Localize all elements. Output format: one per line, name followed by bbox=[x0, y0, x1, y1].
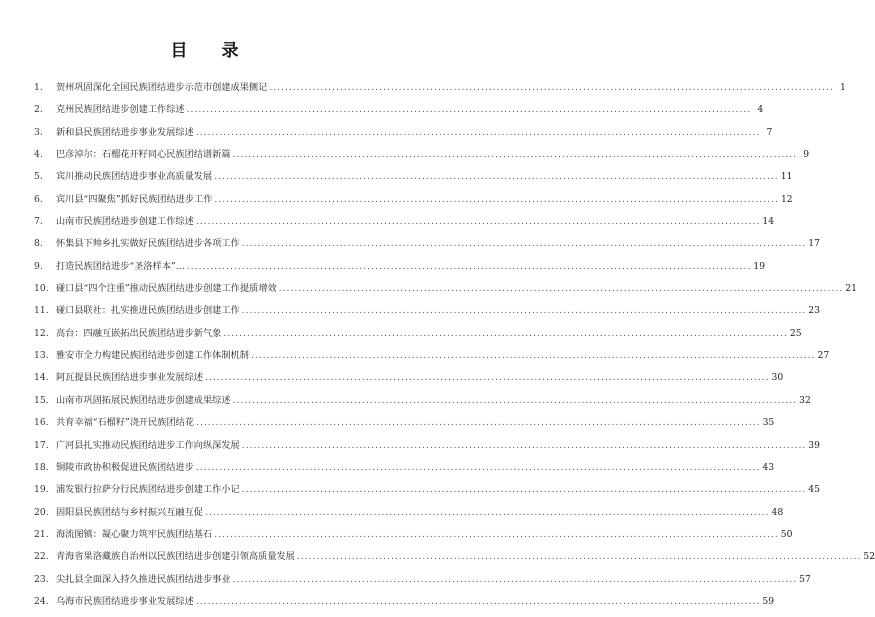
toc-entry-title: 乌海市民族团结进步事业发展综述 bbox=[56, 595, 194, 607]
toc-entry[interactable] bbox=[34, 595, 775, 617]
toc-dot-leader bbox=[269, 81, 834, 95]
toc-entry-title: 山南市民族团结进步创建工作综述 bbox=[56, 216, 194, 228]
toc-dot-leader bbox=[196, 215, 761, 229]
toc-entry-number: 24. bbox=[34, 595, 49, 607]
toc-entry-page-number: 39 bbox=[808, 439, 820, 451]
toc-title: 目 录 bbox=[170, 41, 253, 61]
toc-entry-title: 打造民族团结进步“圣洛样本”… bbox=[56, 260, 185, 272]
toc-entry-number: 8. bbox=[34, 238, 43, 250]
toc-entry-page-number: 4 bbox=[757, 104, 764, 116]
toc-entry-number: 1. bbox=[34, 82, 43, 93]
toc-entry-page-number: 19 bbox=[753, 260, 766, 272]
toc-entry-title: 青海省果洛藏族自治州以民族团结进步创建引领高质量发展 bbox=[56, 551, 295, 563]
toc-entry-number: 17. bbox=[34, 439, 49, 451]
toc-entry[interactable] bbox=[34, 215, 775, 237]
toc-entry-page-number: 14 bbox=[762, 216, 775, 228]
toc-entry-title: 铜陵市政协积极促进民族团结进步 bbox=[56, 461, 194, 473]
toc-dot-leader bbox=[279, 282, 844, 296]
toc-dot-leader bbox=[242, 483, 807, 497]
toc-entry-page-number: 11 bbox=[780, 171, 793, 183]
toc-dot-leader bbox=[233, 573, 798, 587]
toc-entry[interactable] bbox=[34, 371, 784, 393]
toc-entry-page-number: 27 bbox=[817, 350, 830, 362]
toc-entry[interactable] bbox=[34, 528, 793, 550]
toc-entry[interactable] bbox=[34, 573, 811, 595]
toc-entry-number: 13. bbox=[34, 350, 49, 362]
toc-entry[interactable] bbox=[34, 416, 775, 438]
toc-dot-leader bbox=[205, 371, 770, 385]
table-of-contents bbox=[34, 81, 875, 617]
toc-dot-leader bbox=[187, 103, 752, 117]
toc-entry-page-number: 23 bbox=[808, 305, 820, 317]
toc-entry-number: 6. bbox=[34, 193, 43, 205]
toc-dot-leader bbox=[297, 550, 862, 564]
toc-entry-number: 14. bbox=[34, 372, 49, 384]
toc-entry-title: 克州民族团结进步创建工作综述 bbox=[56, 104, 185, 116]
toc-entry-page-number: 30 bbox=[771, 372, 784, 384]
toc-entry-page-number: 50 bbox=[780, 528, 793, 540]
toc-dot-leader bbox=[214, 193, 779, 207]
toc-dot-leader bbox=[223, 327, 788, 341]
toc-entry-title: 宾川推动民族团结进步事业高质量发展 bbox=[56, 171, 213, 183]
toc-dot-leader bbox=[242, 304, 807, 318]
toc-entry-page-number: 9 bbox=[803, 149, 810, 161]
toc-entry-number: 21. bbox=[34, 528, 49, 540]
toc-dot-leader bbox=[251, 349, 816, 363]
toc-entry-number: 15. bbox=[34, 394, 49, 406]
toc-entry-title: 阿瓦提县民族团结进步事业发展综述 bbox=[56, 372, 203, 384]
toc-entry-title: 固阳县民族团结与乡村振兴互融互促 bbox=[56, 506, 203, 518]
toc-entry-page-number: 21 bbox=[845, 283, 857, 295]
toc-dot-leader bbox=[242, 439, 807, 453]
toc-dot-leader bbox=[214, 170, 779, 184]
toc-dot-leader bbox=[196, 416, 761, 430]
toc-entry-title: 山南市巩固拓展民族团结进步创建成果综述 bbox=[56, 394, 231, 406]
toc-entry[interactable] bbox=[34, 327, 802, 349]
toc-entry-title: 宾川县“四聚焦”抓好民族团结进步工作 bbox=[56, 193, 213, 205]
toc-entry[interactable] bbox=[34, 349, 830, 371]
toc-entry-page-number: 12 bbox=[780, 193, 793, 205]
toc-entry-page-number: 48 bbox=[771, 506, 784, 518]
toc-entry[interactable] bbox=[34, 237, 820, 259]
toc-entry-number: 18. bbox=[34, 461, 49, 473]
toc-dot-leader bbox=[242, 237, 807, 251]
toc-entry-title: 贺州巩固深化全国民族团结进步示范市创建成果侧记 bbox=[56, 82, 268, 93]
toc-entry-title: 碰口县联社：扎实推进民族团结进步创建工作 bbox=[56, 305, 240, 317]
toc-entry-title: 巴彦淖尔：石榴花开籽同心民族团结谱新篇 bbox=[56, 149, 231, 161]
toc-dot-leader bbox=[214, 528, 779, 542]
toc-entry-page-number: 57 bbox=[799, 573, 811, 585]
toc-entry-page-number: 25 bbox=[789, 327, 802, 339]
toc-entry-title: 广河县扎实推动民族团结进步工作向纵深发展 bbox=[56, 439, 240, 451]
toc-entry-number: 9. bbox=[34, 260, 43, 272]
toc-entry-title: 怀集县下帅乡扎实做好民族团结进步各项工作 bbox=[56, 238, 240, 250]
toc-entry-title: 高台：四融互嵌拓出民族团结进步新气象 bbox=[56, 327, 222, 339]
toc-entry-page-number: 1 bbox=[840, 82, 846, 93]
toc-entry[interactable] bbox=[34, 170, 793, 192]
toc-entry[interactable] bbox=[34, 193, 793, 215]
toc-entry[interactable] bbox=[34, 461, 775, 483]
toc-entry-page-number: 7 bbox=[766, 126, 773, 138]
toc-dot-leader bbox=[233, 394, 798, 408]
toc-entry-number: 2. bbox=[34, 104, 43, 116]
toc-entry-title: 浦发银行拉萨分行民族团结进步创建工作小记 bbox=[56, 484, 240, 496]
toc-dot-leader bbox=[196, 461, 761, 475]
toc-entry-page-number: 32 bbox=[799, 394, 811, 406]
toc-entry-page-number: 59 bbox=[762, 595, 775, 607]
toc-entry-page-number: 17 bbox=[808, 238, 820, 250]
toc-entry-number: 23. bbox=[34, 573, 49, 585]
toc-entry[interactable] bbox=[34, 126, 773, 148]
toc-entry-page-number: 52 bbox=[863, 551, 875, 563]
toc-entry-number: 4. bbox=[34, 149, 43, 161]
toc-entry-title: 雅安市全力构建民族团结进步创建工作体制机制 bbox=[56, 350, 249, 362]
toc-entry[interactable] bbox=[34, 304, 820, 326]
toc-entry-page-number: 35 bbox=[762, 417, 775, 429]
toc-entry[interactable] bbox=[34, 103, 764, 125]
toc-dot-leader bbox=[187, 260, 752, 274]
toc-entry-number: 7. bbox=[34, 216, 43, 228]
toc-entry-number: 16. bbox=[34, 417, 49, 429]
toc-entry[interactable] bbox=[34, 260, 766, 282]
toc-dot-leader bbox=[196, 595, 761, 609]
toc-entry-number: 22. bbox=[34, 551, 49, 563]
toc-entry-title: 海流图镇：凝心聚力筑牢民族团结基石 bbox=[56, 528, 213, 540]
toc-dot-leader bbox=[205, 506, 770, 520]
toc-entry-number: 10. bbox=[34, 283, 49, 295]
toc-entry-page-number: 45 bbox=[808, 484, 820, 496]
toc-entry[interactable] bbox=[34, 439, 820, 461]
toc-entry[interactable] bbox=[34, 148, 810, 170]
toc-entry-title: 尖扎县全面深入持久推进民族团结进步事业 bbox=[56, 573, 231, 585]
toc-dot-leader bbox=[233, 148, 798, 162]
toc-entry-page-number: 43 bbox=[762, 461, 775, 473]
toc-entry-number: 5. bbox=[34, 171, 43, 183]
toc-entry[interactable] bbox=[34, 550, 875, 572]
toc-entry-number: 19. bbox=[34, 484, 49, 496]
toc-entry[interactable] bbox=[34, 506, 784, 528]
toc-entry-title: 碰口县“四个注重”推动民族团结进步创建工作提质增效 bbox=[56, 283, 277, 295]
toc-entry-title: 共育幸福“石榴籽”浇开民族团结花 bbox=[56, 417, 195, 429]
toc-entry-number: 12. bbox=[34, 327, 49, 339]
toc-entry-number: 3. bbox=[34, 126, 43, 138]
toc-entry-number: 20. bbox=[34, 506, 49, 518]
toc-entry[interactable] bbox=[34, 81, 846, 103]
toc-dot-leader bbox=[196, 126, 761, 140]
toc-entry[interactable] bbox=[34, 394, 811, 416]
toc-entry[interactable] bbox=[34, 483, 820, 505]
toc-entry-title: 新和县民族团结进步事业发展综述 bbox=[56, 126, 194, 138]
toc-entry[interactable] bbox=[34, 282, 857, 304]
toc-entry-number: 11. bbox=[34, 305, 49, 317]
